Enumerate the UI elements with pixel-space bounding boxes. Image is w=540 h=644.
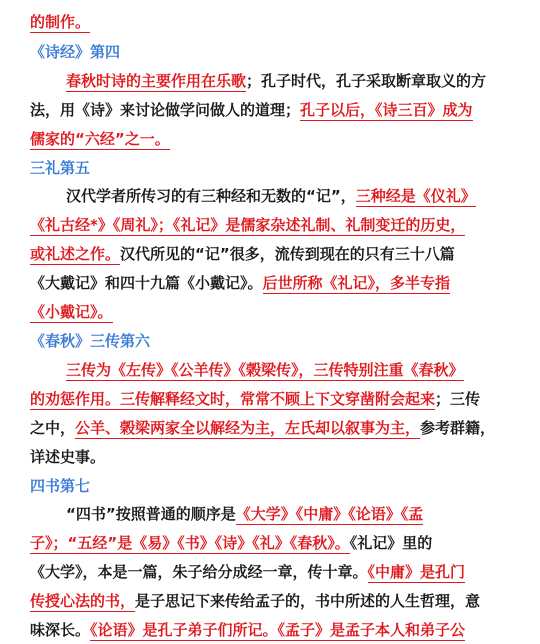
plain-text: ；孔子时代，孔子采取断章取义的方 (246, 72, 487, 90)
plain-text: 汉代所见的“记”很多，流传到现在的只有三十八篇 (120, 245, 455, 263)
highlighted-text: 三传为《左传》《公羊传》《榖梁传》，三传特别注重《春秋》 (66, 361, 464, 379)
highlighted-text: 后世所称《礼记》，多半专指 (262, 274, 451, 292)
plain-text: 之中， (30, 419, 76, 437)
highlighted-text: 《大学》《中庸》《论语》《孟 (235, 505, 424, 523)
text-line (30, 100, 540, 120)
plain-text: 参考群籍， (420, 419, 496, 437)
section-heading (30, 158, 540, 178)
plain-text: 四书第七 (30, 477, 91, 495)
highlighted-text: 《论语》是孔子弟子们所记。《孟子》是孟子本人和弟子公 (90, 621, 466, 639)
plain-text: 《大学》，本是一篇，朱子给分成经一章，传十章。 (30, 563, 368, 581)
text-line (66, 504, 540, 524)
section-heading (30, 42, 540, 62)
plain-text: ；三传 (435, 390, 481, 408)
plain-text: 法，用《诗》来讨论做学问做人的道理； (30, 101, 301, 119)
section-heading (30, 331, 540, 351)
text-line (30, 447, 540, 467)
plain-text: 是子思记下来传给孟子的，书中所述的人生哲理，意 (135, 592, 481, 610)
plain-text: “四书”按照普通的顺序是 (66, 505, 236, 523)
highlighted-text: 的劝惩作用。三传解释经文时，常常不顾上下文穿凿附会起来 (30, 390, 436, 408)
highlighted-text: 子》；“五经”是《易》《书》《诗》《礼》《春秋》。 (30, 534, 350, 552)
plain-text: 《礼记》里的 (349, 534, 433, 552)
highlighted-text: 公羊、榖梁两家全以解经为主，左氏却以叙事为主， (75, 419, 421, 437)
text-line (30, 302, 540, 322)
plain-text: 《大戴记》和四十九篇《小戴记》。 (30, 274, 263, 292)
highlighted-text: 的制作。 (30, 13, 91, 31)
highlighted-text: 春秋时诗的主要作用在乐歌 (66, 72, 247, 90)
highlighted-text: 《中庸》是孔门 (367, 563, 466, 581)
text-line (30, 244, 540, 264)
text-line (30, 215, 540, 235)
text-line (30, 389, 540, 409)
plain-text: 《春秋》三传第六 (30, 332, 151, 350)
plain-text: 汉代学者所传习的有三种经和无数的“记”， (66, 187, 356, 205)
highlighted-text: 或礼述之作。 (30, 245, 121, 263)
text-line (66, 71, 540, 91)
highlighted-text: 传授心法的书， (30, 592, 136, 610)
text-line (30, 533, 540, 553)
section-heading (30, 476, 540, 496)
text-line (66, 360, 540, 380)
text-line (30, 591, 540, 611)
text-line (30, 129, 540, 149)
text-line (30, 273, 540, 293)
highlighted-text: 儒家的“六经”之一。 (30, 130, 170, 148)
highlighted-text: 三种经是《仪礼》 (355, 187, 476, 205)
highlighted-text: 孔子以后，《诗三百》成为 (300, 101, 473, 119)
text-line (30, 418, 540, 438)
plain-text: 味深长。 (30, 621, 91, 639)
plain-text: 《诗经》第四 (30, 43, 121, 61)
highlighted-text: 《礼古经*》《周礼》；《礼记》是儒家杂述礼制、礼制变迁的历史， (30, 216, 466, 234)
highlighted-text: 《小戴记》。 (30, 303, 113, 321)
text-line (30, 12, 540, 32)
plain-text: 三礼第五 (30, 159, 91, 177)
plain-text: 详述史事。 (30, 448, 106, 466)
text-line (30, 620, 540, 640)
text-line (66, 186, 540, 206)
text-line (30, 562, 540, 582)
